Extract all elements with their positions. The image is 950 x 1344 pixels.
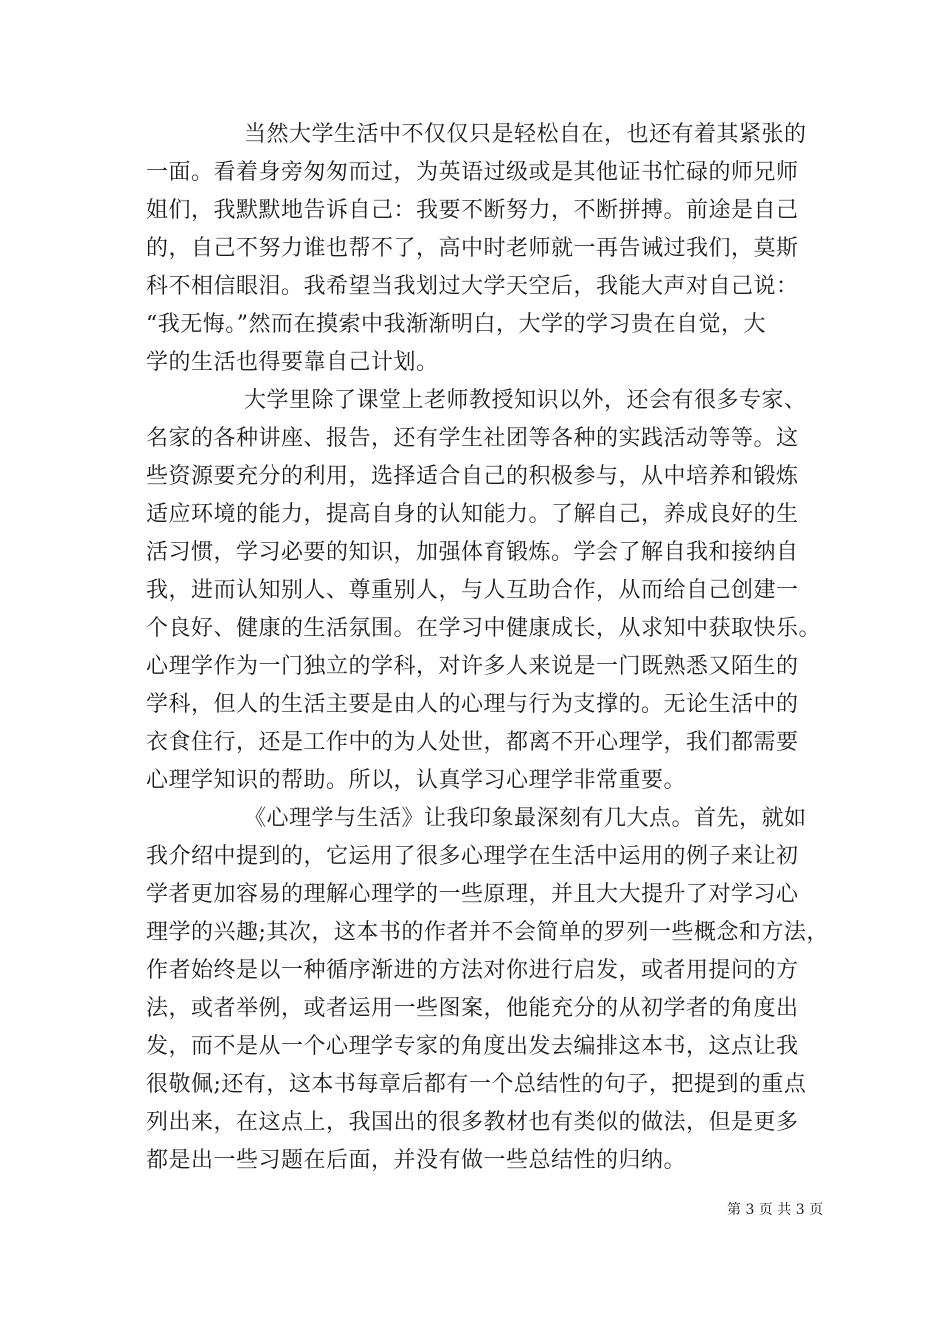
paragraph-line: 我介绍中提到的，它运用了很多心理学在生活中运用的例子来让初 bbox=[146, 844, 799, 869]
paragraph-line: 当然大学生活中不仅仅只是轻松自在，也还有着其紧张的 bbox=[244, 122, 807, 147]
page-number: 第 3 页 共 3 页 bbox=[727, 1202, 824, 1218]
paragraph-line: 些资源要充分的利用，选择适合自己的积极参与，从中培养和锻炼 bbox=[146, 464, 799, 489]
paragraph-line: 都是出一些习题在后面，并没有做一些总结性的归纳。 bbox=[146, 1148, 687, 1173]
paragraph-line: 发，而不是从一个心理学专家的角度出发去编排这本书，这点让我 bbox=[146, 1034, 799, 1059]
paragraph-line: 心理学知识的帮助。所以，认真学习心理学非常重要。 bbox=[146, 768, 687, 793]
paragraph-line: 我，进而认知别人、尊重别人，与人互助合作，从而给自己创建一 bbox=[146, 578, 799, 603]
paragraph-line: 适应环境的能力，提高自身的认知能力。了解自己，养成良好的生 bbox=[146, 502, 799, 527]
paragraph-line: 一面。看着身旁匆匆而过，为英语过级或是其他证书忙碌的师兄师 bbox=[146, 160, 799, 185]
paragraph-line: 法，或者举例，或者运用一些图案，他能充分的从初学者的角度出 bbox=[146, 996, 799, 1021]
paragraph-line: 列出来，在这点上，我国出的很多教材也有类似的做法，但是更多 bbox=[146, 1110, 799, 1135]
paragraph-line: 心理学作为一门独立的学科，对许多人来说是一门既熟悉又陌生的 bbox=[146, 654, 799, 679]
paragraph-line: “我无悔。”然而在摸索中我渐渐明白，大学的学习贵在自觉，大 bbox=[146, 312, 766, 337]
paragraph-line: 理学的兴趣;其次，这本书的作者并不会简单的罗列一些概念和方法， bbox=[146, 920, 829, 945]
paragraph-line: 科不相信眼泪。我希望当我划过大学天空后，我能大声对自己说： bbox=[146, 274, 799, 299]
paragraph-line: 姐们，我默默地告诉自己：我要不断努力，不断拼搏。前途是自己 bbox=[146, 198, 799, 223]
paragraph-line: 学者更加容易的理解心理学的一些原理，并且大大提升了对学习心 bbox=[146, 882, 799, 907]
paragraph-line: 活习惯，学习必要的知识，加强体育锻炼。学会了解自我和接纳自 bbox=[146, 540, 799, 565]
paragraph-line: 《心理学与生活》让我印象最深刻有几大点。首先，就如 bbox=[244, 806, 807, 831]
paragraph-line: 学科，但人的生活主要是由人的心理与行为支撑的。无论生活中的 bbox=[146, 692, 799, 717]
paragraph-line: 作者始终是以一种循序渐进的方法对你进行启发，或者用提问的方 bbox=[146, 958, 799, 983]
paragraph-line: 学的生活也得要靠自己计划。 bbox=[146, 350, 439, 375]
paragraph-line: 衣食住行，还是工作中的为人处世，都离不开心理学，我们都需要 bbox=[146, 730, 799, 755]
paragraph-line: 的，自己不努力谁也帮不了，高中时老师就一再告诫过我们，莫斯 bbox=[146, 236, 799, 261]
paragraph-line: 大学里除了课堂上老师教授知识以外，还会有很多专家、 bbox=[244, 388, 807, 413]
paragraph-line: 很敬佩;还有，这本书每章后都有一个总结性的句子，把提到的重点 bbox=[146, 1072, 807, 1097]
paragraph-line: 个良好、健康的生活氛围。在学习中健康成长，从求知中获取快乐。 bbox=[146, 616, 822, 641]
paragraph-line: 名家的各种讲座、报告，还有学生社团等各种的实践活动等等。这 bbox=[146, 426, 799, 451]
